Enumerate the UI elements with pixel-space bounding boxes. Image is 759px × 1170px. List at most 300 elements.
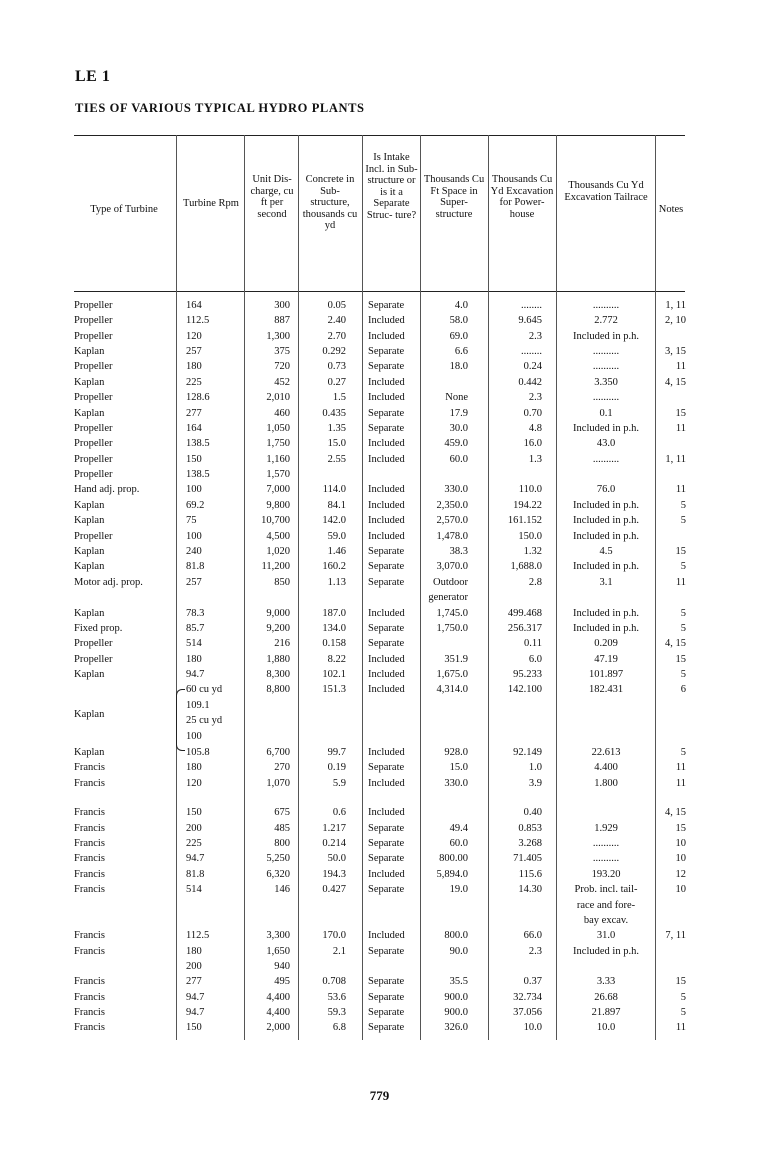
cell-discharge: 495 — [274, 976, 290, 987]
cell-rpm: 150 — [186, 454, 202, 465]
table-label: LE 1 — [75, 68, 111, 85]
cell-concrete: 160.2 — [322, 561, 346, 572]
cell-notes: 15 — [675, 408, 686, 419]
cell-tailrace: 1.929 — [594, 823, 618, 834]
col-divider — [244, 135, 245, 1040]
cell-discharge: 9,200 — [266, 623, 290, 634]
cell-discharge: 6,320 — [266, 869, 290, 880]
cell-discharge: 10,700 — [261, 515, 290, 526]
cell-notes: 7, 11 — [665, 930, 686, 941]
cell-space: 18.0 — [449, 361, 468, 372]
cell-excavation: 2.3 — [528, 392, 542, 403]
cell-notes: 11 — [675, 423, 686, 434]
cell-discharge: 216 — [274, 638, 290, 649]
cell-concrete: 6.8 — [332, 1022, 346, 1033]
cell-discharge: 11,200 — [261, 561, 290, 572]
cell-tailrace: .......... — [592, 392, 620, 403]
cell-intake: Separate — [368, 361, 405, 372]
cell-excavation: 92.149 — [513, 747, 542, 758]
cell-notes: 5 — [680, 623, 686, 634]
cell-space: 17.9 — [449, 408, 468, 419]
cell-intake: Included — [368, 778, 405, 789]
cell-discharge: 675 — [274, 807, 290, 818]
cell-space: 4,314.0 — [436, 684, 468, 695]
cell-intake: Included — [368, 747, 405, 758]
cell-intake: Included — [368, 807, 405, 818]
cell-concrete: 0.27 — [327, 377, 346, 388]
cell-discharge: 485 — [274, 823, 290, 834]
cell-space: 69.0 — [449, 331, 468, 342]
cell-discharge: 1,750 — [266, 438, 290, 449]
cell-rpm: 277 — [186, 408, 202, 419]
cell-discharge: 9,000 — [266, 608, 290, 619]
cell-turbine-type: Kaplan — [74, 546, 105, 557]
cell-turbine-type: Propeller — [74, 392, 113, 403]
col-header-type: Type of Turbine — [90, 204, 158, 215]
cell-tailrace: .......... — [592, 300, 620, 311]
cell-intake: Included — [368, 454, 405, 465]
cell-concrete: 53.6 — [327, 992, 346, 1003]
cell-discharge: 4,500 — [266, 531, 290, 542]
cell-discharge: 4,400 — [266, 992, 290, 1003]
cell-space: 90.0 — [449, 946, 468, 957]
cell-space: 49.4 — [449, 823, 468, 834]
cell-intake: Separate — [368, 408, 405, 419]
cell-space: 1,478.0 — [436, 531, 468, 542]
cell-turbine-type: Fixed prop. — [74, 623, 123, 634]
cell-excavation: 499.468 — [507, 608, 542, 619]
cell-discharge: 3,300 — [266, 930, 290, 941]
cell-turbine-type: Propeller — [74, 454, 113, 465]
cell-concrete: 194.3 — [322, 869, 346, 880]
col-divider — [420, 135, 421, 1040]
cell-excavation: 142.100 — [507, 684, 542, 695]
cell-turbine-type: Propeller — [74, 361, 113, 372]
cell-concrete: 2.70 — [327, 331, 346, 342]
cell-tailrace: .......... — [592, 853, 620, 864]
cell-rpm: 112.5 — [186, 315, 210, 326]
cell-discharge: 5,250 — [266, 853, 290, 864]
cell-turbine-type: Francis — [74, 1022, 105, 1033]
cell-turbine-type: Motor adj. prop. — [74, 577, 143, 588]
cell-turbine-type: Francis — [74, 976, 105, 987]
cell-intake: Separate — [368, 823, 405, 834]
header-rule — [74, 291, 685, 292]
cell-discharge: 2,000 — [266, 1022, 290, 1033]
cell-tailrace: Included in p.h. — [573, 623, 639, 634]
cell-space: 58.0 — [449, 315, 468, 326]
cell-space: 1,750.0 — [436, 623, 468, 634]
cell-rpm: 240 — [186, 546, 202, 557]
cell-discharge: 6,700 — [266, 747, 290, 758]
cell-notes: 12 — [675, 869, 686, 880]
cell-turbine-type: Propeller — [74, 423, 113, 434]
cell-turbine-type: Francis — [74, 869, 105, 880]
cell-concrete: 0.427 — [322, 884, 346, 895]
cell-notes: 5 — [680, 992, 686, 1003]
cell-concrete: 2.1 — [332, 946, 346, 957]
cell-excavation: 37.056 — [513, 1007, 542, 1018]
cell-concrete: 5.9 — [332, 778, 346, 789]
cell-excavation: 194.22 — [513, 500, 542, 511]
cell-excavation: 10.0 — [523, 1022, 542, 1033]
cell-rpm: 180 — [186, 361, 202, 372]
cell-excavation: 95.233 — [513, 669, 542, 680]
cell-rpm: 60 cu yd — [186, 684, 223, 695]
cell-intake: Separate — [368, 561, 405, 572]
cell-turbine-type: Kaplan — [74, 561, 105, 572]
cell-discharge: 4,400 — [266, 1007, 290, 1018]
cell-notes: 15 — [675, 823, 686, 834]
cell-rpm: 257 — [186, 346, 202, 357]
page-number: 779 — [369, 1088, 390, 1103]
cell-space: 351.9 — [444, 654, 468, 665]
cell-notes: 15 — [675, 976, 686, 987]
cell-tailrace: 47.19 — [594, 654, 618, 665]
cell-rpm: 69.2 — [186, 500, 205, 511]
cell-discharge: 940 — [274, 961, 290, 972]
cell-excavation: 115.6 — [518, 869, 542, 880]
cell-tailrace: 43.0 — [596, 438, 616, 449]
cell-discharge: 452 — [274, 377, 290, 388]
cell-excavation: 161.152 — [507, 515, 542, 526]
cell-intake: Separate — [368, 346, 405, 357]
cell-space: 2,570.0 — [436, 515, 468, 526]
cell-intake: Included — [368, 377, 405, 388]
cell-intake: Separate — [368, 884, 405, 895]
col-divider — [556, 135, 557, 1040]
cell-rpm: 257 — [186, 577, 202, 588]
cell-tailrace: Included in p.h. — [573, 500, 639, 511]
cell-notes: 11 — [675, 1022, 686, 1033]
cell-space: 30.0 — [449, 423, 468, 434]
cell-tailrace: Included in p.h. — [573, 608, 639, 619]
cell-concrete: 187.0 — [322, 608, 346, 619]
cell-notes: 11 — [675, 778, 686, 789]
cell-excavation: ........ — [521, 300, 542, 311]
cell-rpm: 225 — [186, 377, 202, 388]
cell-tailrace: 0.209 — [594, 638, 618, 649]
cell-space: 1,745.0 — [436, 608, 468, 619]
cell-intake: Separate — [368, 623, 405, 634]
cell-turbine-type: Propeller — [74, 638, 113, 649]
col-header-tailrace: Thousands Cu Yd Excavation Tailrace — [564, 180, 648, 203]
cell-space: 38.3 — [449, 546, 468, 557]
cell-discharge: 800 — [274, 838, 290, 849]
cell-discharge: 146 — [274, 884, 290, 895]
cell-rpm: 514 — [186, 884, 202, 895]
cell-turbine-type: Propeller — [74, 531, 113, 542]
cell-intake: Separate — [368, 638, 405, 649]
cell-discharge: 1,300 — [266, 331, 290, 342]
cell-notes: 5 — [680, 561, 686, 572]
cell-concrete: 99.7 — [327, 747, 346, 758]
cell-notes: 5 — [680, 747, 686, 758]
cell-intake: Included — [368, 608, 405, 619]
cell-intake: Included — [368, 669, 405, 680]
cell-concrete: 0.05 — [327, 300, 346, 311]
cell-space: 928.0 — [444, 747, 468, 758]
cell-rpm: 180 — [186, 762, 202, 773]
cell-tailrace: Included in p.h. — [573, 531, 639, 542]
col-header-rpm: Turbine Rpm — [183, 198, 239, 209]
cell-rpm: 105.8 — [186, 747, 210, 758]
cell-turbine-type: Propeller — [74, 315, 113, 326]
cell-notes: 5 — [680, 608, 686, 619]
cell-intake: Separate — [368, 423, 405, 434]
cell-discharge: 460 — [274, 408, 290, 419]
cell-turbine-type: Kaplan — [74, 408, 105, 419]
cell-space: 800.0 — [444, 930, 468, 941]
cell-space: 2,350.0 — [436, 500, 468, 511]
cell-tailrace: 0.1 — [599, 408, 613, 419]
cell-turbine-type: Kaplan — [74, 346, 105, 357]
cell-tailrace: .......... — [592, 361, 620, 372]
brace-bracket — [176, 689, 185, 751]
cell-rpm: 25 cu yd — [186, 715, 223, 726]
cell-space: None — [445, 392, 468, 403]
cell-excavation: 0.24 — [523, 361, 542, 372]
cell-tailrace: race and fore- — [576, 900, 636, 911]
cell-tailrace: 193.20 — [591, 869, 621, 880]
cell-rpm: 75 — [186, 515, 197, 526]
cell-concrete: 59.0 — [327, 531, 346, 542]
cell-notes: 1, 11 — [665, 300, 686, 311]
cell-excavation: 0.40 — [523, 807, 542, 818]
col-header-space: Thousands Cu Ft Space in Super- structure — [423, 174, 485, 220]
cell-notes: 10 — [675, 853, 686, 864]
col-divider — [362, 135, 363, 1040]
cell-intake: Included — [368, 315, 405, 326]
col-header-excavation: Thousands Cu Yd Excavation for Power- house — [490, 174, 554, 220]
cell-space: 330.0 — [444, 484, 468, 495]
cell-tailrace: 101.897 — [588, 669, 624, 680]
cell-rpm: 94.7 — [186, 853, 205, 864]
cell-turbine-type: Kaplan — [74, 515, 105, 526]
cell-rpm: 100 — [186, 531, 202, 542]
cell-tailrace: 4.5 — [599, 546, 613, 557]
cell-space: generator — [428, 592, 468, 603]
cell-discharge: 270 — [274, 762, 290, 773]
cell-discharge: 1,880 — [266, 654, 290, 665]
cell-tailrace: 76.0 — [596, 484, 616, 495]
cell-tailrace: 2.772 — [594, 315, 618, 326]
cell-excavation: ........ — [521, 346, 542, 357]
cell-discharge: 1,070 — [266, 778, 290, 789]
cell-tailrace: 31.0 — [596, 930, 616, 941]
cell-intake: Included — [368, 515, 405, 526]
cell-turbine-type: Kaplan — [74, 747, 105, 758]
cell-turbine-type: Francis — [74, 930, 105, 941]
cell-discharge: 300 — [274, 300, 290, 311]
cell-notes: 2, 10 — [665, 315, 686, 326]
cell-tailrace: .......... — [592, 454, 620, 465]
cell-discharge: 8,300 — [266, 669, 290, 680]
cell-notes: 11 — [675, 361, 686, 372]
cell-concrete: 15.0 — [327, 438, 346, 449]
cell-tailrace: bay excav. — [583, 915, 629, 926]
cell-turbine-type: Francis — [74, 946, 105, 957]
cell-discharge: 8,800 — [266, 684, 290, 695]
cell-rpm: 164 — [186, 300, 202, 311]
cell-concrete: 50.0 — [327, 853, 346, 864]
cell-turbine-type: Kaplan — [74, 500, 105, 511]
cell-turbine-type: Propeller — [74, 331, 113, 342]
cell-space: Outdoor — [433, 577, 468, 588]
cell-concrete: 2.40 — [327, 315, 346, 326]
cell-tailrace: Included in p.h. — [573, 561, 639, 572]
cell-turbine-type: Francis — [74, 838, 105, 849]
cell-excavation: 71.405 — [513, 853, 542, 864]
cell-turbine-type: Francis — [74, 762, 105, 773]
cell-notes: 15 — [675, 546, 686, 557]
cell-rpm: 514 — [186, 638, 202, 649]
cell-space: 60.0 — [449, 838, 468, 849]
cell-turbine-type: Kaplan — [74, 608, 105, 619]
col-divider — [298, 135, 299, 1040]
cell-rpm: 150 — [186, 1022, 202, 1033]
cell-tailrace: Prob. incl. tail- — [574, 884, 638, 895]
cell-space: 6.6 — [454, 346, 468, 357]
cell-rpm: 120 — [186, 778, 202, 789]
cell-concrete: 1.13 — [327, 577, 346, 588]
cell-intake: Included — [368, 684, 405, 695]
cell-concrete: 0.73 — [327, 361, 346, 372]
cell-excavation: 150.0 — [518, 531, 542, 542]
cell-excavation: 1.3 — [528, 454, 542, 465]
cell-intake: Separate — [368, 1007, 405, 1018]
cell-intake: Separate — [368, 946, 405, 957]
cell-discharge: 1,570 — [266, 469, 290, 480]
cell-turbine-type: Francis — [74, 807, 105, 818]
cell-concrete: 1.5 — [332, 392, 346, 403]
col-header-discharge: Unit Dis- charge, cu ft per second — [250, 174, 294, 220]
cell-intake: Included — [368, 531, 405, 542]
cell-concrete: 0.6 — [332, 807, 346, 818]
cell-concrete: 1.46 — [327, 546, 346, 557]
cell-excavation: 1.0 — [528, 762, 542, 773]
col-divider — [488, 135, 489, 1040]
cell-concrete: 8.22 — [327, 654, 346, 665]
cell-concrete: 1.217 — [322, 823, 346, 834]
cell-notes: 11 — [675, 577, 686, 588]
cell-discharge: 375 — [274, 346, 290, 357]
cell-intake: Included — [368, 438, 405, 449]
cell-intake: Separate — [368, 853, 405, 864]
cell-turbine-type: Propeller — [74, 654, 113, 665]
cell-turbine-type: Propeller — [74, 300, 113, 311]
cell-rpm: 109.1 — [186, 700, 210, 711]
cell-discharge: 2,010 — [266, 392, 290, 403]
cell-rpm: 180 — [186, 946, 202, 957]
cell-rpm: 138.5 — [186, 469, 210, 480]
cell-space: 4.0 — [454, 300, 468, 311]
cell-intake: Included — [368, 500, 405, 511]
cell-rpm: 112.5 — [186, 930, 210, 941]
cell-excavation: 0.853 — [518, 823, 542, 834]
cell-excavation: 16.0 — [523, 438, 542, 449]
cell-turbine-type: Francis — [74, 778, 105, 789]
cell-discharge: 850 — [274, 577, 290, 588]
cell-turbine-type: Francis — [74, 992, 105, 1003]
cell-notes: 11 — [675, 484, 686, 495]
cell-rpm: 225 — [186, 838, 202, 849]
cell-rpm: 200 — [186, 961, 202, 972]
cell-tailrace: .......... — [592, 346, 620, 357]
col-header-concrete: Concrete in Sub- structure, thousands cu yd — [302, 174, 358, 231]
cell-tailrace: .......... — [592, 838, 620, 849]
cell-space: 60.0 — [449, 454, 468, 465]
cell-turbine-type: Propeller — [74, 469, 113, 480]
cell-turbine-type: Kaplan — [74, 669, 105, 680]
cell-excavation: 9.645 — [518, 315, 542, 326]
cell-discharge: 1,650 — [266, 946, 290, 957]
cell-tailrace: 3.1 — [599, 577, 613, 588]
cell-excavation: 2.3 — [528, 331, 542, 342]
cell-space: 330.0 — [444, 778, 468, 789]
cell-intake: Included — [368, 331, 405, 342]
cell-intake: Separate — [368, 762, 405, 773]
cell-tailrace: Included in p.h. — [573, 423, 639, 434]
cell-concrete: 0.708 — [322, 976, 346, 987]
cell-rpm: 78.3 — [186, 608, 205, 619]
cell-space: 35.5 — [449, 976, 468, 987]
cell-intake: Included — [368, 869, 405, 880]
cell-rpm: 100 — [186, 484, 202, 495]
cell-notes: 6 — [680, 684, 686, 695]
cell-excavation: 2.3 — [528, 946, 542, 957]
cell-notes: 15 — [675, 654, 686, 665]
cell-space: 459.0 — [444, 438, 468, 449]
cell-excavation: 66.0 — [523, 930, 542, 941]
top-rule — [74, 135, 685, 136]
cell-concrete: 0.19 — [327, 762, 346, 773]
cell-rpm: 94.7 — [186, 992, 205, 1003]
col-divider — [176, 135, 177, 1040]
cell-notes: 10 — [675, 884, 686, 895]
cell-tailrace: 182.431 — [588, 684, 624, 695]
cell-rpm: 180 — [186, 654, 202, 665]
cell-turbine-type: Francis — [74, 853, 105, 864]
cell-turbine-type: Kaplan — [74, 377, 105, 388]
cell-notes: 5 — [680, 1007, 686, 1018]
cell-intake: Included — [368, 392, 405, 403]
cell-notes: 4, 15 — [665, 377, 686, 388]
cell-rpm: 138.5 — [186, 438, 210, 449]
cell-discharge: 7,000 — [266, 484, 290, 495]
cell-excavation: 14.30 — [518, 884, 542, 895]
cell-turbine-type: Propeller — [74, 438, 113, 449]
cell-rpm: 150 — [186, 807, 202, 818]
cell-rpm: 81.8 — [186, 561, 205, 572]
cell-turbine-type: Kaplan — [74, 709, 105, 720]
cell-tailrace: 21.897 — [591, 1007, 621, 1018]
cell-concrete: 142.0 — [322, 515, 346, 526]
cell-space: 326.0 — [444, 1022, 468, 1033]
cell-space: 19.0 — [449, 884, 468, 895]
cell-excavation: 3.9 — [528, 778, 542, 789]
cell-turbine-type: Francis — [74, 1007, 105, 1018]
cell-concrete: 59.3 — [327, 1007, 346, 1018]
cell-notes: 11 — [675, 762, 686, 773]
cell-turbine-type: Francis — [74, 884, 105, 895]
cell-notes: 5 — [680, 500, 686, 511]
cell-rpm: 128.6 — [186, 392, 210, 403]
cell-tailrace: 3.350 — [594, 377, 618, 388]
cell-excavation: 110.0 — [518, 484, 542, 495]
cell-tailrace: 3.33 — [596, 976, 616, 987]
cell-discharge: 887 — [274, 315, 290, 326]
